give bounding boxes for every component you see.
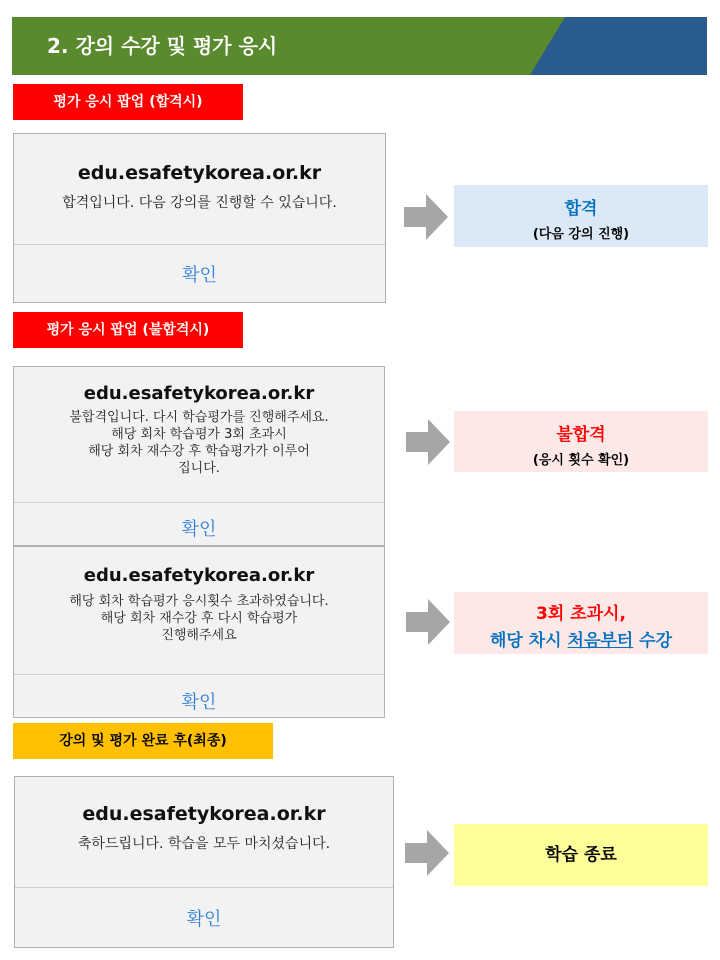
dialog-message: 불합격입니다. 다시 학습평가를 진행해주세요. 해당 회차 학습평가 3회 초과시 해당 회차 재수강 후 학습평가가 이루어 집니다.	[69, 410, 329, 476]
dialog-message: 축하드립니다. 학습을 모두 마치셨습니다.	[77, 836, 331, 852]
confirm-button[interactable]: 확인	[181, 519, 217, 540]
right-arrow-icon	[405, 830, 449, 876]
dialog-message: 해당 회차 학습평가 응시횟수 초과하였습니다. 해당 회차 재수강 후 다시 학습평가 진행해주세요	[69, 594, 329, 643]
result-title: 학습 종료	[545, 845, 617, 865]
result-subtitle: (응시 횟수 확인)	[532, 453, 630, 468]
right-arrow-icon	[406, 599, 450, 645]
dialog-message: 합격입니다. 다음 강의를 진행할 수 있습니다.	[62, 195, 337, 211]
result-line2	[454, 626, 708, 651]
result-box-fail	[454, 411, 708, 472]
confirm-button[interactable]: 확인	[181, 692, 217, 713]
dialog-exceeded	[13, 546, 385, 718]
section-label-fail: 평가 응시 팝업 (불합격시)	[13, 312, 243, 348]
section-label-complete: 강의 및 평가 완료 후(최종)	[13, 723, 273, 759]
dialog-pass	[13, 133, 386, 303]
dialog-divider	[15, 887, 393, 888]
result-line2-underline: 처음부터	[567, 631, 634, 651]
result-title: 불합격	[556, 425, 606, 445]
section-header	[12, 17, 707, 75]
dialog-domain: edu.esafetykorea.or.kr	[83, 383, 315, 404]
right-arrow-icon	[406, 419, 450, 465]
result-subtitle: (다음 강의 진행)	[532, 227, 630, 242]
dialog-divider	[14, 674, 384, 675]
result-line2-prefix: 해당 차시	[490, 631, 568, 651]
dialog-domain: edu.esafetykorea.or.kr	[83, 565, 315, 586]
dialog-domain: edu.esafetykorea.or.kr	[82, 803, 326, 825]
section-label-pass: 평가 응시 팝업 (합격시)	[13, 84, 243, 120]
confirm-button[interactable]: 확인	[182, 265, 217, 286]
right-arrow-icon	[404, 194, 448, 240]
result-box-complete	[454, 824, 708, 886]
result-line2-suffix: 수강	[633, 631, 672, 651]
dialog-fail	[13, 366, 385, 546]
dialog-complete	[14, 776, 394, 948]
dialog-divider	[14, 244, 385, 245]
result-box-pass	[454, 185, 708, 247]
dialog-domain: edu.esafetykorea.or.kr	[77, 162, 322, 184]
header-title: 2. 강의 수강 및 평가 응시	[47, 34, 278, 58]
dialog-divider	[14, 502, 384, 503]
result-title: 합격	[564, 199, 598, 219]
result-box-exceeded	[454, 592, 708, 654]
confirm-button[interactable]: 확인	[186, 909, 222, 930]
result-line1: 3회 초과시,	[536, 604, 626, 624]
